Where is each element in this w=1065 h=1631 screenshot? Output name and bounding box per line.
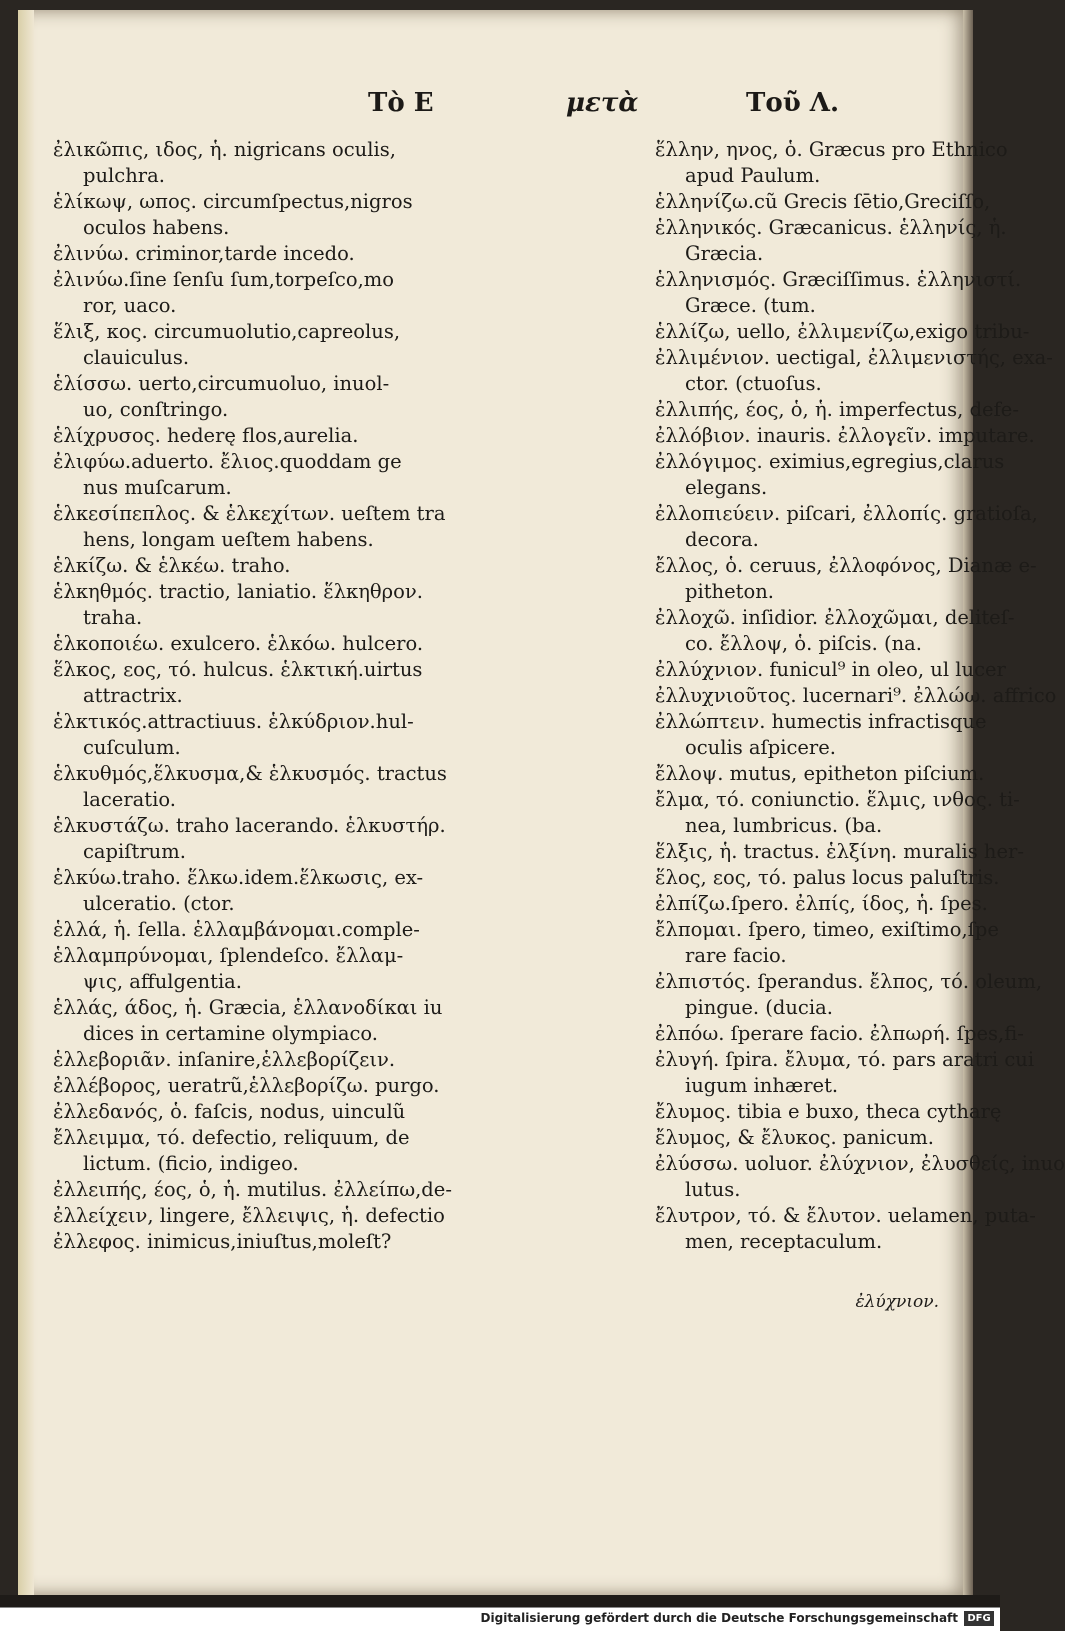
- entry-line: ἑλκυστάζω. traho lacerando. ἑλκυστήρ.: [53, 814, 446, 837]
- entry-line: ἑλληνικός. Græcanicus. ἑλληνίς, ἡ.: [655, 216, 1007, 239]
- entry-line: pitheton.: [685, 580, 774, 603]
- entry-line: hens, longam ueſtem habens.: [83, 528, 374, 551]
- entry-line: dices in certamine olympiaco.: [83, 1022, 378, 1045]
- entry-line: ἑλκύω.traho. ἕλκω.idem.ἕλκωσις, ex-: [53, 866, 424, 889]
- entry-line: ror, uaco.: [83, 294, 177, 317]
- entry-line: cuſculum.: [83, 736, 181, 759]
- entry-line: ἑλίκωψ, ωπος. circumſpectus,nigros: [53, 190, 413, 213]
- entry-line: laceratio.: [83, 788, 176, 811]
- entry-line: ἑλλεβοριᾶν. inſanire,ἑλλεβορίζειν.: [53, 1048, 396, 1071]
- entry-line: ἑλλαμπρύνομαι, ſplendeſco. ἔλλαμ-: [53, 944, 404, 967]
- entry-line: ἑλκίζω. & ἑλκέω. traho.: [53, 554, 291, 577]
- entry-line: ἐλλιπής, έος, ὁ, ἡ. imperfectus, defe-: [655, 398, 1019, 421]
- entry-line: ἑλλίζω, uello, ἐλλιμενίζω,exigo tribu-: [655, 320, 1030, 343]
- footer-bar: [0, 1607, 1000, 1631]
- entry-line: ἑλκτικός.attractiuus. ἑλκύδριον.hul-: [53, 710, 414, 733]
- entry-line: oculis aſpicere.: [685, 736, 836, 759]
- entry-line: ἐλινύω. criminor,tarde incedo.: [53, 242, 355, 265]
- entry-line: ἐλπιστός. ſperandus. ἔλπος, τό. oleum,: [655, 970, 1043, 993]
- entry-line: ἐλινύω.ſine ſenſu ſum,torpeſco,mo: [53, 268, 395, 291]
- entry-line: ἔλμα, τό. coniunctio. ἕλμις, ινθος. ti-: [655, 788, 1020, 811]
- entry-line: elegans.: [685, 476, 768, 499]
- entry-line: ἑλλάς, άδος, ἡ. Græcia, ἑλλανοδίκαι iu: [53, 996, 443, 1019]
- entry-line: clauiculus.: [83, 346, 190, 369]
- entry-line: ulceratio. (ctor.: [83, 892, 235, 915]
- scan-border: [0, 1595, 1000, 1607]
- entry-line: apud Paulum.: [685, 164, 821, 187]
- entry-line: capiſtrum.: [83, 840, 186, 863]
- entry-line: ἐλλέβορος, ueratrũ,ἑλλεβορίζω. purgo.: [53, 1074, 440, 1097]
- left-column: [53, 137, 653, 1255]
- entry-line: rare facio.: [685, 944, 787, 967]
- entry-line: Græcia.: [685, 242, 764, 265]
- header-left: Τὸ Ε: [368, 88, 434, 118]
- entry-line: ἐλλόβιον. inauris. ἐλλογεῖν. imputare.: [655, 424, 1035, 447]
- entry-line: ἐλλιμένιον. uectigal, ἐλλιμενιστής, exa-: [655, 346, 1053, 369]
- entry-line: ψις, affulgentia.: [83, 970, 243, 993]
- entry-line: ἐλλεφος. inimicus,iniuſtus,moleſt?: [53, 1230, 392, 1253]
- entry-line: lictum. (ficio, indigeo.: [83, 1152, 299, 1175]
- header-right: Τοῦ Λ.: [746, 88, 840, 118]
- page-gutter: [18, 10, 34, 1595]
- entry-line: ἑλκοποιέω. exulcero. ἑλκόω. hulcero.: [53, 632, 424, 655]
- entry-line: ἔλυμος. tibia e buxo, theca cytharę: [655, 1100, 1002, 1123]
- entry-line: ἑλκυθμός,ἕλκυσμα,& ἑλκυσμός. tractus: [53, 762, 447, 785]
- entry-line: co. ἔλλοψ, ὁ. piſcis. (na.: [685, 632, 922, 655]
- entry-line: ἐλλόγιμος. eximius,egregius,clarus: [655, 450, 1005, 473]
- entry-line: nus muſcarum.: [83, 476, 232, 499]
- entry-line: ἑλκεσίπεπλος. & ἑλκεχίτων. ueſtem tra: [53, 502, 446, 525]
- entry-line: ἐλλοπιεύειν. piſcari, ἐλλοπίς. gratioſa,: [655, 502, 1038, 525]
- entry-line: traha.: [83, 606, 143, 629]
- entry-line: ἐλλοχῶ. inſidior. ἐλλοχῶμαι, deliteſ-: [655, 606, 1015, 629]
- entry-line: Græce. (tum.: [685, 294, 816, 317]
- entry-line: ἕλιξ, κος. circumuolutio,capreolus,: [53, 320, 401, 343]
- entry-line: ἐλλυχνιοῦτος. lucernari⁹. ἐλλώω. affrico: [655, 684, 1057, 707]
- entry-line: ἐλλειπής, έος, ὁ, ἡ. mutilus. ἐλλείπω,de-: [53, 1178, 452, 1201]
- entry-line: ἐλπόω. ſperare facio. ἐλπωρή. ſpes,fi-: [655, 1022, 1024, 1045]
- entry-line: ctor. (ctuoſus.: [685, 372, 822, 395]
- entry-line: iugum inhæret.: [685, 1074, 839, 1097]
- entry-line: ἔλυμος, & ἔλυκος. panicum.: [655, 1126, 934, 1149]
- entry-line: ἐλυγή. ſpira. ἔλυμα, τό. pars aratri cui: [655, 1048, 1035, 1071]
- entry-line: uo, conſtringo.: [83, 398, 229, 421]
- entry-line: ἐλλεδανός, ὁ. faſcis, nodus, uinculũ: [53, 1100, 406, 1123]
- entry-line: ἑλίσσω. uerto,circumuoluo, inuol-: [53, 372, 390, 395]
- entry-line: ἑλληνίζω.cũ Grecis ſētio,Greciſſo,: [655, 190, 991, 213]
- entry-line: ἕλος, εος, τό. palus locus paluſtris.: [655, 866, 1000, 889]
- running-header: [18, 88, 973, 128]
- entry-line: ἐλιφύω.aduerto. ἔλιος.quoddam ge: [53, 450, 402, 473]
- entry-line: ἑλκηθμός. tractio, laniatio. ἕλκηθρον.: [53, 580, 423, 603]
- entry-line: pingue. (ducia.: [685, 996, 833, 1019]
- entry-line: pulchra.: [83, 164, 165, 187]
- entry-line: ἔλλοψ. mutus, epitheton piſcium.: [655, 762, 985, 785]
- book-page: [18, 10, 1065, 1595]
- entry-line: ἔλυτρον, τό. & ἔλυτον. uelamen, puta-: [655, 1204, 1036, 1227]
- entry-line: ἐλλύχνιον. funicul⁹ in oleo, ul lucer: [655, 658, 1006, 681]
- entry-line: ἐλλώπτειν. humectis infractisque: [655, 710, 987, 733]
- entry-line: ἐλπίζω.ſpero. ἐλπίς, ίδος, ἡ. ſpes.: [655, 892, 988, 915]
- entry-line: nea, lumbricus. (ba.: [685, 814, 883, 837]
- entry-line: ἔλλειμμα, τό. defectio, reliquum, de: [53, 1126, 410, 1149]
- footer-credit: Digitalisierung gefördert durch die Deutsche Forschungsgemeinschaft: [480, 1611, 958, 1625]
- entry-line: ἐλύσσω. uoluor. ἐλύχνιον, ἐλυσθείς, inuo: [655, 1152, 1065, 1175]
- dfg-logo: DFG: [964, 1611, 994, 1626]
- entry-line: ἑλληνισμός. Græciſſimus. ἑλληνιστί.: [655, 268, 1022, 291]
- entry-line: ἔλλος, ὁ. ceruus, ἐλλοφόνος, Dianæ e-: [655, 554, 1037, 577]
- entry-line: ἔλπομαι. ſpero, timeo, exiſtimo,ſpe: [655, 918, 999, 941]
- entry-line: ἐλικῶπις, ιδος, ἡ. nigricans oculis,: [53, 138, 396, 161]
- entry-line: men, receptaculum.: [685, 1230, 883, 1253]
- entry-line: ἐλλείχειν, lingere, ἔλλειψις, ἡ. defectio: [53, 1204, 445, 1227]
- entry-line: decora.: [685, 528, 759, 551]
- header-center: μετὰ: [566, 88, 639, 118]
- entry-line: ἑλλά, ἡ. ſella. ἑλλαμβάνομαι.comple-: [53, 918, 420, 941]
- entry-line: oculos habens.: [83, 216, 230, 239]
- entry-line: lutus.: [685, 1178, 741, 1201]
- entry-line: ἕλκος, εος, τό. hulcus. ἑλκτική.uirtus: [53, 658, 423, 681]
- entry-line: ἕλξις, ἡ. tractus. ἑλξίνη. muralis her-: [655, 840, 1024, 863]
- catchword: ἐλύχνιον.: [855, 1292, 939, 1312]
- entry-line: attractrix.: [83, 684, 183, 707]
- entry-line: ἑλίχρυσος. hederę flos,aurelia.: [53, 424, 359, 447]
- right-column: [655, 137, 1065, 1255]
- entry-line: ἕλλην, ηνος, ὁ. Græcus pro Ethnico: [655, 138, 1008, 161]
